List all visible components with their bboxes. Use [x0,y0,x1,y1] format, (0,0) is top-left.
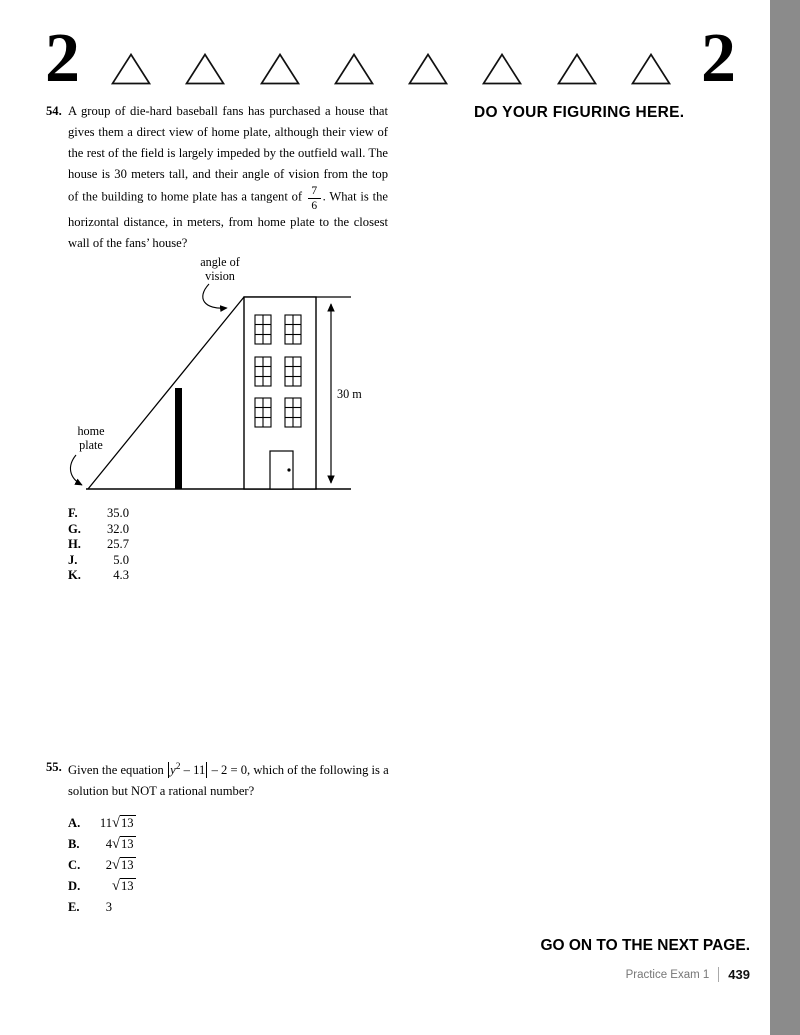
radical [112,813,136,834]
radical-sign-icon: √ [112,857,120,874]
window [285,315,301,344]
triangle-icon [259,52,301,86]
door [270,451,293,489]
choice-letter: G. [68,521,81,536]
choice-row [68,834,392,855]
choice-coefficient: 11 [99,816,112,831]
building-figure-svg [58,251,362,501]
home-plate-arrow [70,455,82,485]
window [285,357,301,386]
question-54-text [68,101,388,254]
choice-row [68,876,392,897]
choice-letter: E. [68,900,80,915]
radical-sign-icon: √ [112,815,120,832]
angle-arrow [203,284,227,308]
choice-letter: C. [68,858,81,873]
triangle-icon [184,52,226,86]
triangle-icon [556,52,598,86]
choice-row [68,522,129,538]
triangle-icon [110,52,152,86]
go-on-note: GO ON TO THE NEXT PAGE. [540,937,750,954]
choice-letter: J. [68,552,78,567]
question-54-number: 54. [46,104,62,118]
window [285,398,301,427]
choice-row [68,813,392,834]
radical [112,855,136,876]
outfield-wall [175,388,182,489]
variable-y: y [170,763,176,778]
choice-value: 4.3 [113,568,129,583]
choice-coefficient: 2 [105,858,112,873]
choice-row [68,553,129,569]
question-54-text-lead: A group of die-hard baseball fans has purchased a house that gives them a direct view of home plate, although their view of the rest of the field is largely impeded by the outfield wall. The house is 30 meters tall, and their angle of vision from the top of the building to home plate has a tangent of [68,104,388,204]
angle-of-vision-label: vision [205,269,235,283]
choice-value: 5.0 [113,552,129,567]
section-number-right: 2 [701,20,736,97]
radicand: 13 [120,858,134,873]
home-plate-label: plate [79,438,103,452]
radicand: 13 [120,879,134,894]
fraction-denominator: 6 [311,199,318,212]
radical [112,834,136,855]
abs-tail: – 11 [180,763,206,778]
angle-of-vision-label: angle of [200,255,240,269]
radical-sign-icon: √ [112,878,120,895]
choice-row [68,568,129,584]
triangles-row [110,52,672,86]
radical [112,876,136,897]
choice-row [68,537,129,553]
question-55-number: 55. [46,760,62,774]
question-54 [46,101,388,254]
choice-value: 35.0 [106,506,129,520]
choice-row [68,897,392,918]
choice-letter: A. [68,816,81,831]
exponent: 2 [175,762,181,772]
building-figure [58,251,362,501]
fraction-seven-sixths [308,185,321,212]
window [255,357,271,386]
fraction-numerator: 7 [308,185,321,199]
answer-choices-54 [68,506,129,584]
window [255,315,271,344]
abs-bar-left [168,762,169,778]
section-number-left: 2 [45,20,80,97]
home-plate-label: home [77,424,105,438]
answer-choices-55 [68,813,392,918]
triangle-icon [481,52,523,86]
choice-letter: H. [68,537,81,552]
choice-row [68,506,129,522]
question-55-text-tail: – 2 = 0, which of the following is a solution but NOT a rational number? [68,763,389,799]
choice-letter: F. [68,506,78,520]
choice-letter: K. [68,568,81,583]
doorknob [287,468,290,471]
window [255,398,271,427]
question-55-text [68,757,392,802]
sight-line [88,297,244,489]
choice-letter: D. [68,879,81,894]
page-footer [626,967,750,982]
page-edge-bar [770,0,800,1035]
question-55-text-lead: Given the equation [68,763,167,778]
choice-letter: B. [68,837,80,852]
triangle-icon [630,52,672,86]
choice-coefficient: 4 [105,837,112,852]
footer-divider [718,967,719,982]
choice-row [68,855,392,876]
radical-sign-icon: √ [112,836,120,853]
triangle-icon [407,52,449,86]
radicand: 13 [120,816,134,831]
choice-value: 25.7 [106,537,129,552]
practice-exam-label: Practice Exam 1 [625,968,710,981]
height-label: 30 m [337,387,362,401]
choice-coefficient: 3 [105,900,112,915]
choice-value: 32.0 [106,521,129,536]
figuring-note: DO YOUR FIGURING HERE. [474,104,685,121]
question-54-text-tail: . What is the horizontal distance, in meters, from home plate to the closest wall of the fans’ house? [68,189,388,251]
question-55 [46,757,392,918]
page-number: 439 [728,967,750,982]
radicand: 13 [120,837,134,852]
triangle-icon [333,52,375,86]
